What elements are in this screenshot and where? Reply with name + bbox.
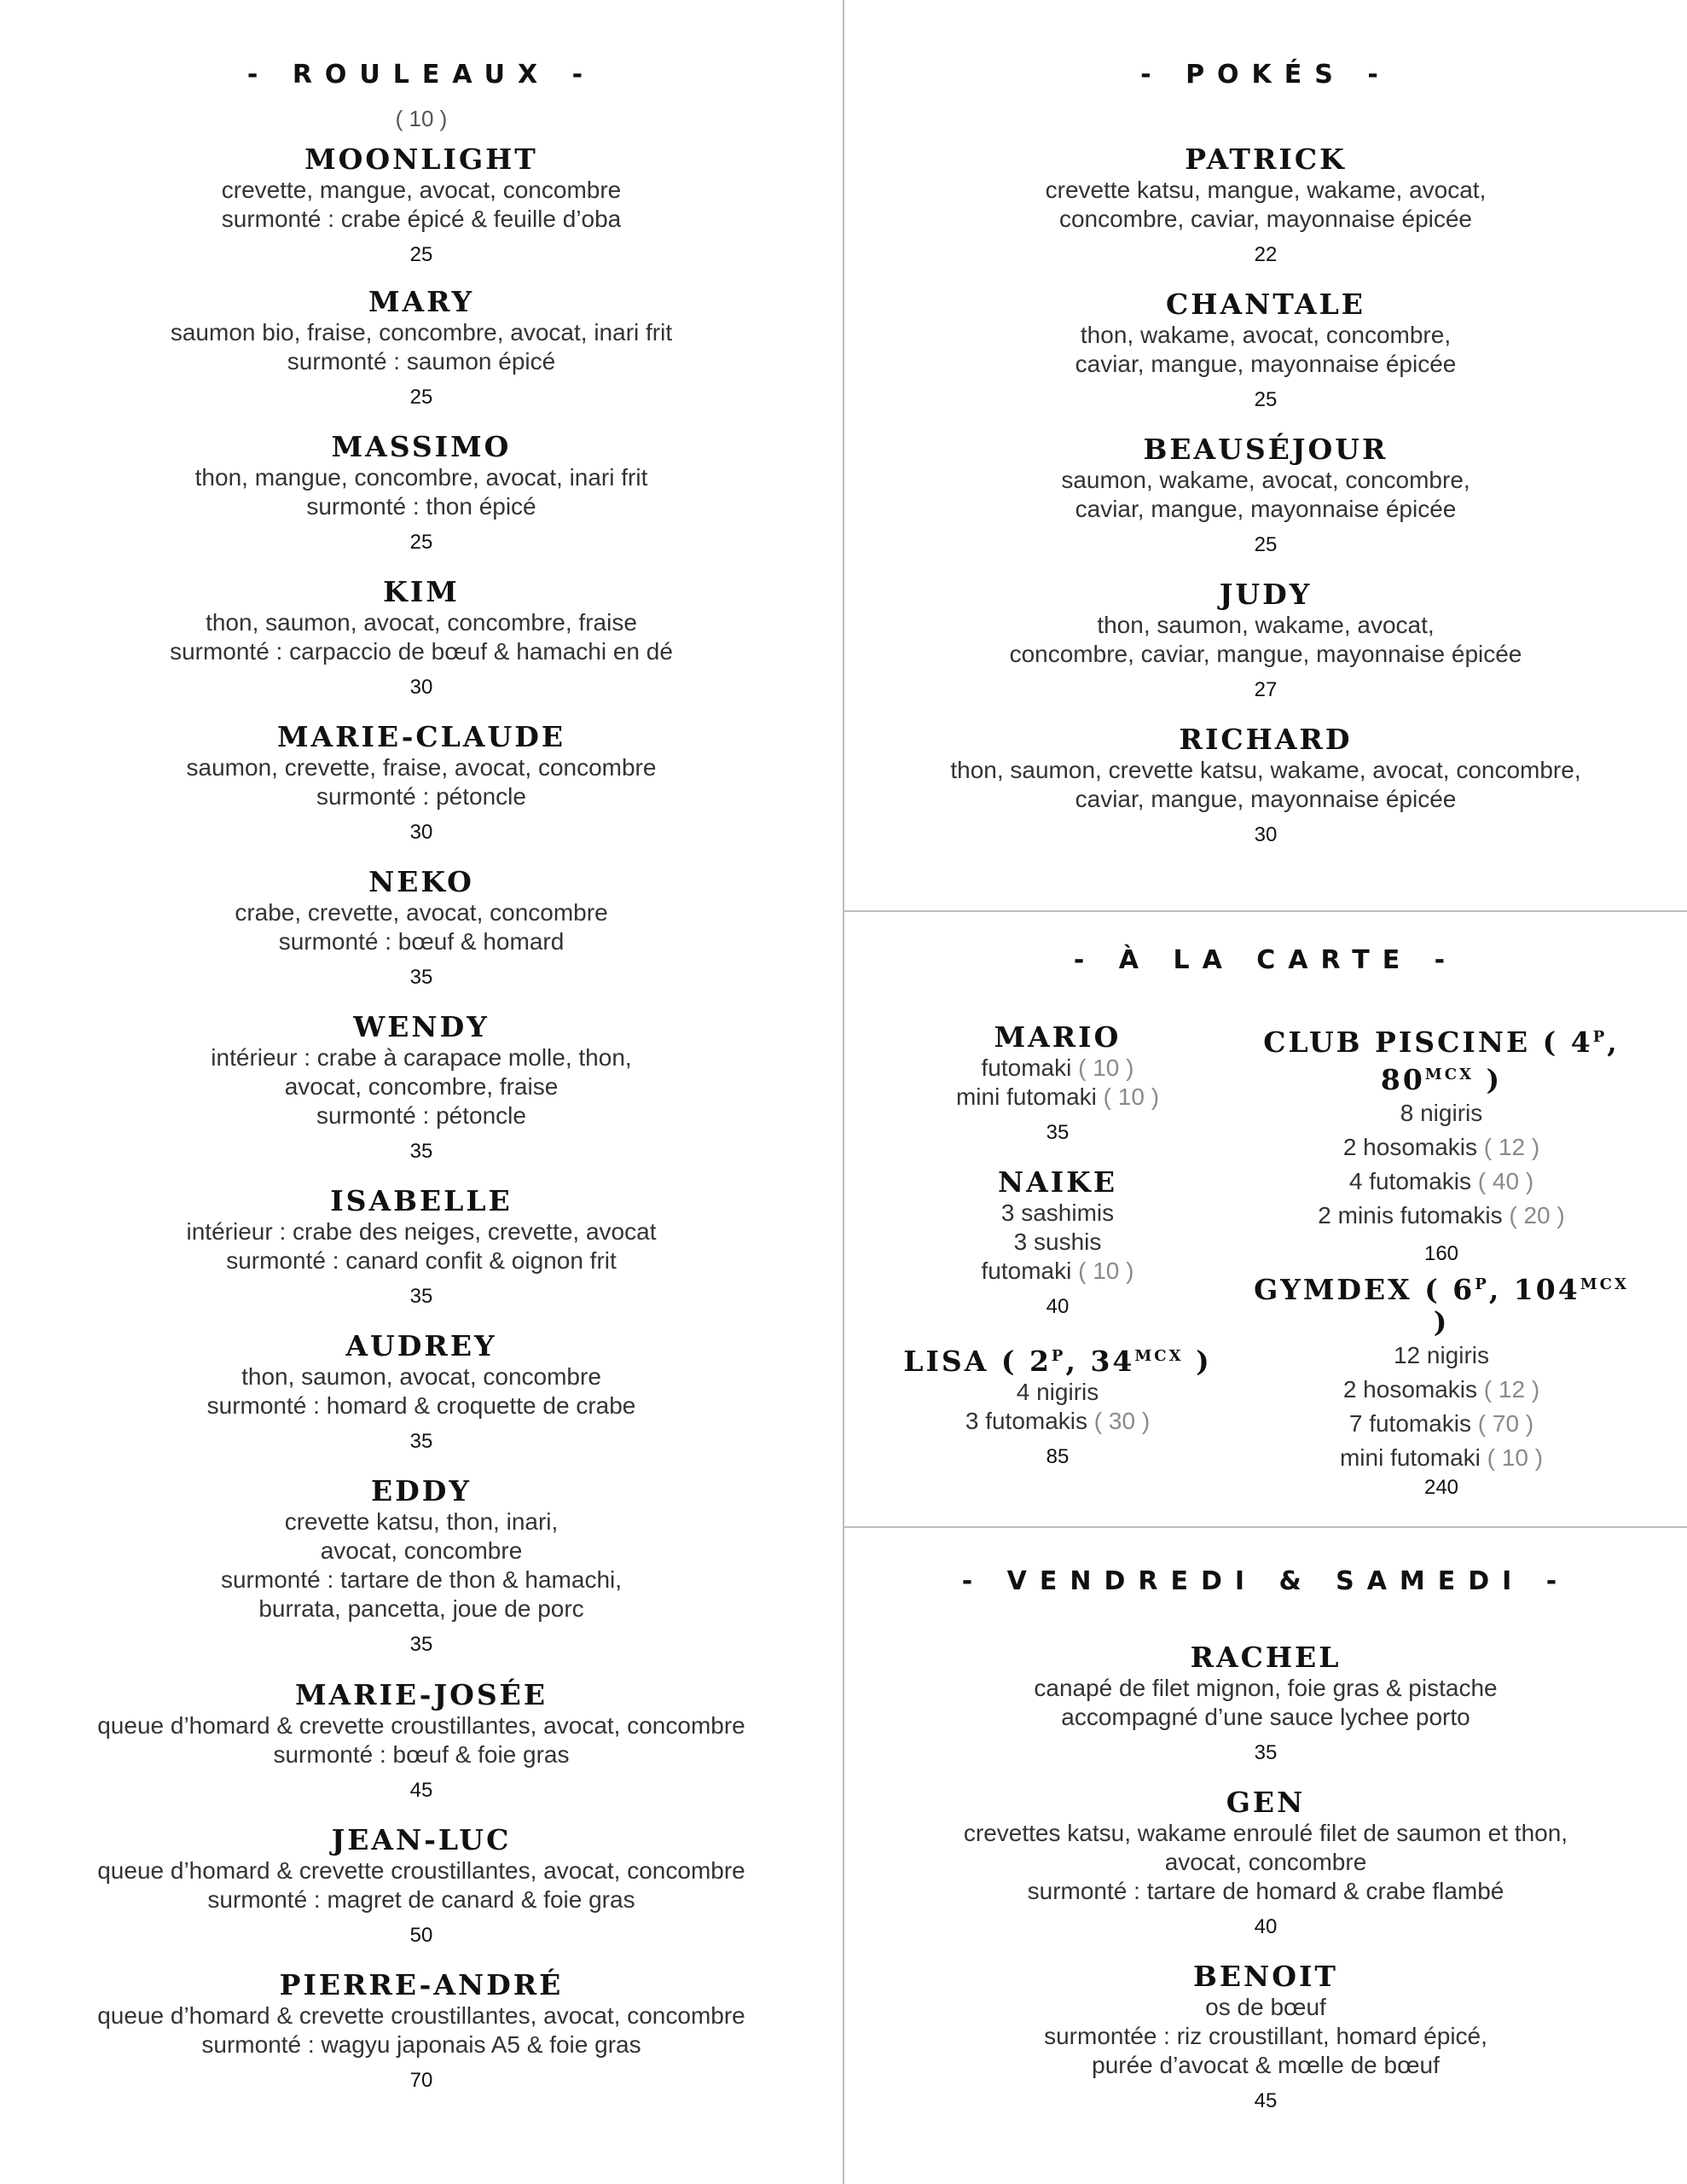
item-price: 30 [409,676,433,699]
item-desc: concombre, caviar, mangue, mayonnaise épicée [1009,641,1522,667]
item-name: EDDY [371,1474,472,1507]
item-price: 30 [1254,823,1278,846]
combo-lisa [896,1340,1220,1470]
item-name: CHANTALE [1166,288,1365,321]
item-desc: surmonté : magret de canard & foie gras [207,1886,635,1913]
item-line: 3 futomakis ( 30 ) [965,1408,1151,1434]
item-desc: crevette katsu, mangue, wakame, avocat, [1045,177,1487,203]
item-name: MASSIMO [331,430,512,463]
item-desc: surmonté : thon épicé [306,493,536,520]
item-desc: burrata, pancetta, joue de porc [258,1595,584,1622]
menu-item [0,286,843,410]
item-price: 40 [1046,1295,1070,1318]
menu-item [0,576,843,700]
item-desc: crevette katsu, thon, inari, [284,1508,559,1535]
item-name: KIM [383,575,460,608]
item-name: JEAN-LUC [331,1823,512,1856]
item-desc: saumon, wakame, avocat, concombre, [1061,467,1470,493]
item-line: 3 sashimis [1000,1199,1115,1226]
item-price: 35 [409,1430,433,1453]
item-desc: avocat, concombre, fraise [284,1073,559,1100]
item-price: 35 [1046,1121,1070,1144]
rouleaux-count: ( 10 ) [395,106,448,131]
item-desc: surmonté : pétoncle [316,1102,526,1129]
item-price: 25 [1254,388,1278,411]
item-name: MARY [368,285,475,318]
menu-item [0,1969,843,2094]
section-divider-carte [844,1526,1687,1528]
item-desc: surmonté : canard confit & oignon frit [226,1247,617,1274]
item-desc: avocat, concombre [320,1537,523,1564]
combo-club-piscine [1245,1021,1638,1267]
item-desc: avocat, concombre [1164,1849,1367,1875]
item-desc: thon, saumon, crevette katsu, wakame, avocat, concombre, [950,757,1581,783]
item-line: 7 futomakis ( 70 ) [1348,1410,1534,1437]
item-name: PIERRE-ANDRÉ [279,1968,564,2001]
item-desc: queue d’homard & crevette croustillantes, avocat, concombre [97,1712,745,1739]
item-desc: surmontée : riz croustillant, homard épicé, [1044,2023,1487,2049]
item-desc: thon, saumon, wakame, avocat, [1097,612,1435,638]
menu-item [0,1011,843,1165]
item-desc: surmonté : pétoncle [316,783,526,810]
menu-item [0,721,843,845]
item-line: 4 futomakis ( 40 ) [1348,1168,1534,1194]
item-name: RICHARD [1179,723,1353,756]
item-desc: surmonté : wagyu japonais A5 & foie gras [201,2031,641,2058]
item-desc: intérieur : crabe à carapace molle, thon, [211,1044,632,1071]
item-name: NEKO [368,865,474,898]
menu-item [844,1960,1687,2114]
item-desc: purée d’avocat & mœlle de bœuf [1092,2052,1440,2078]
menu-item [0,143,843,268]
item-price: 30 [409,821,433,844]
item-desc: thon, wakame, avocat, concombre, [1080,322,1452,348]
item-desc: queue d’homard & crevette croustillantes, avocat, concombre [97,2002,745,2029]
item-desc: os de bœuf [1205,1994,1326,2020]
item-price: 25 [409,386,433,409]
menu-item [844,578,1687,703]
item-name: RACHEL [1190,1641,1342,1674]
menu-item [0,1330,843,1455]
item-price: 240 [1423,1476,1459,1499]
item-price: 35 [409,966,433,989]
item-name: PATRICK [1185,142,1347,176]
section-title-pokes: - POKÉS - [1140,60,1391,90]
menu-item [0,866,843,990]
menu-item [844,143,1687,268]
item-price: 35 [1254,1741,1278,1764]
item-name: MOONLIGHT [304,142,538,176]
item-line: 4 nigiris [1016,1379,1099,1405]
item-price: 22 [1254,243,1278,266]
item-price: 160 [1423,1242,1459,1265]
item-desc: thon, saumon, avocat, concombre [241,1363,601,1390]
item-price: 45 [1254,2089,1278,2112]
item-desc: crabe, crevette, avocat, concombre [235,899,608,926]
item-desc: canapé de filet mignon, foie gras & pistache [1034,1675,1498,1701]
item-line: 3 sushis [1013,1228,1102,1255]
menu-item [844,723,1687,848]
item-desc: thon, saumon, avocat, concombre, fraise [206,609,637,636]
item-line: 8 nigiris [1400,1100,1483,1126]
item-price: 35 [409,1140,433,1163]
item-price: 25 [409,531,433,554]
item-name: WENDY [353,1010,490,1043]
combo-mario [896,1021,1220,1146]
item-desc: caviar, mangue, mayonnaise épicée [1075,496,1457,522]
item-price: 25 [1254,533,1278,556]
section-divider-pokes [844,910,1687,912]
menu-item [0,1679,843,1804]
item-desc: caviar, mangue, mayonnaise épicée [1075,786,1457,812]
item-name: GYMDEX ( $6^P$, $104^{MCX}$ ) [1254,1273,1629,1339]
item-desc: intérieur : crabe des neiges, crevette, avocat [186,1218,657,1245]
combo-gymdex [1245,1269,1638,1501]
item-line: 2 minis futomakis ( 20 ) [1318,1202,1565,1228]
item-desc: queue d’homard & crevette croustillantes, avocat, concombre [97,1857,745,1884]
item-desc: crevettes katsu, wakame enroulé filet de saumon et thon, [963,1820,1568,1846]
item-line: futomaki ( 10 ) [981,1258,1134,1284]
item-desc: saumon bio, fraise, concombre, avocat, inari frit [170,319,673,346]
item-desc: surmonté : tartare de homard & crabe flambé [1027,1878,1504,1904]
item-price: 40 [1254,1915,1278,1938]
item-name: BENOIT [1193,1960,1338,1993]
item-line: 2 hosomakis ( 12 ) [1342,1376,1540,1403]
item-desc: surmonté : homard & croquette de crabe [206,1392,636,1419]
item-name: MARIO [994,1020,1122,1054]
item-name: MARIE-CLAUDE [276,720,566,753]
item-line: futomaki ( 10 ) [981,1054,1134,1081]
item-name: CLUB PISCINE ( $4^P$, $80^{MCX}$ ) [1263,1025,1620,1096]
menu-item [0,1475,843,1658]
item-desc: concombre, caviar, mayonnaise épicée [1058,206,1473,232]
item-desc: crevette, mangue, avocat, concombre [221,177,622,203]
item-desc: surmonté : bœuf & homard [278,928,565,955]
item-desc: saumon, crevette, fraise, avocat, concombre [186,754,657,781]
item-desc: thon, mangue, concombre, avocat, inari frit [194,464,648,491]
item-price: 45 [409,1779,433,1802]
item-price: 50 [409,1924,433,1947]
combo-naike [896,1166,1220,1320]
section-title-weekend: - VENDREDI & SAMEDI - [961,1566,1570,1596]
item-name: NAIKE [997,1165,1118,1199]
item-desc: surmonté : carpaccio de bœuf & hamachi en dé [170,638,673,665]
item-desc: surmonté : crabe épicé & feuille d’oba [221,206,622,232]
item-desc: accompagné d’une sauce lychee porto [1061,1704,1470,1730]
item-name: AUDREY [345,1329,497,1362]
item-price: 25 [409,243,433,266]
item-desc: surmonté : saumon épicé [287,348,556,375]
section-title-a-la-carte: - À LA CARTE - [1073,945,1458,975]
item-line: mini futomaki ( 10 ) [955,1083,1160,1110]
item-line: 12 nigiris [1393,1342,1490,1368]
item-name: LISA ( $2^P$, $34^{MCX}$ ) [903,1345,1212,1378]
menu-item [0,1824,843,1949]
item-desc: caviar, mangue, mayonnaise épicée [1075,351,1457,377]
menu-item [0,431,843,555]
item-name: GEN [1226,1786,1306,1819]
menu-item [844,1786,1687,1940]
item-name: JUDY [1219,578,1313,611]
menu-item [0,1185,843,1310]
item-price: 35 [409,1285,433,1308]
item-price: 85 [1046,1445,1070,1468]
item-name: BEAUSÉJOUR [1143,433,1388,466]
item-price: 70 [409,2069,433,2092]
menu-item [844,288,1687,413]
item-price: 35 [409,1633,433,1656]
item-price: 27 [1254,678,1278,701]
item-desc: surmonté : bœuf & foie gras [273,1741,570,1768]
item-desc: surmonté : tartare de thon & hamachi, [220,1566,623,1593]
item-line: 2 hosomakis ( 12 ) [1342,1134,1540,1160]
item-line: mini futomaki ( 10 ) [1339,1444,1544,1471]
menu-item [844,433,1687,558]
item-name: MARIE-JOSÉE [295,1678,548,1711]
item-name: ISABELLE [330,1184,513,1217]
menu-item [844,1641,1687,1766]
section-title-rouleaux: - ROULEAUX - [246,60,596,90]
